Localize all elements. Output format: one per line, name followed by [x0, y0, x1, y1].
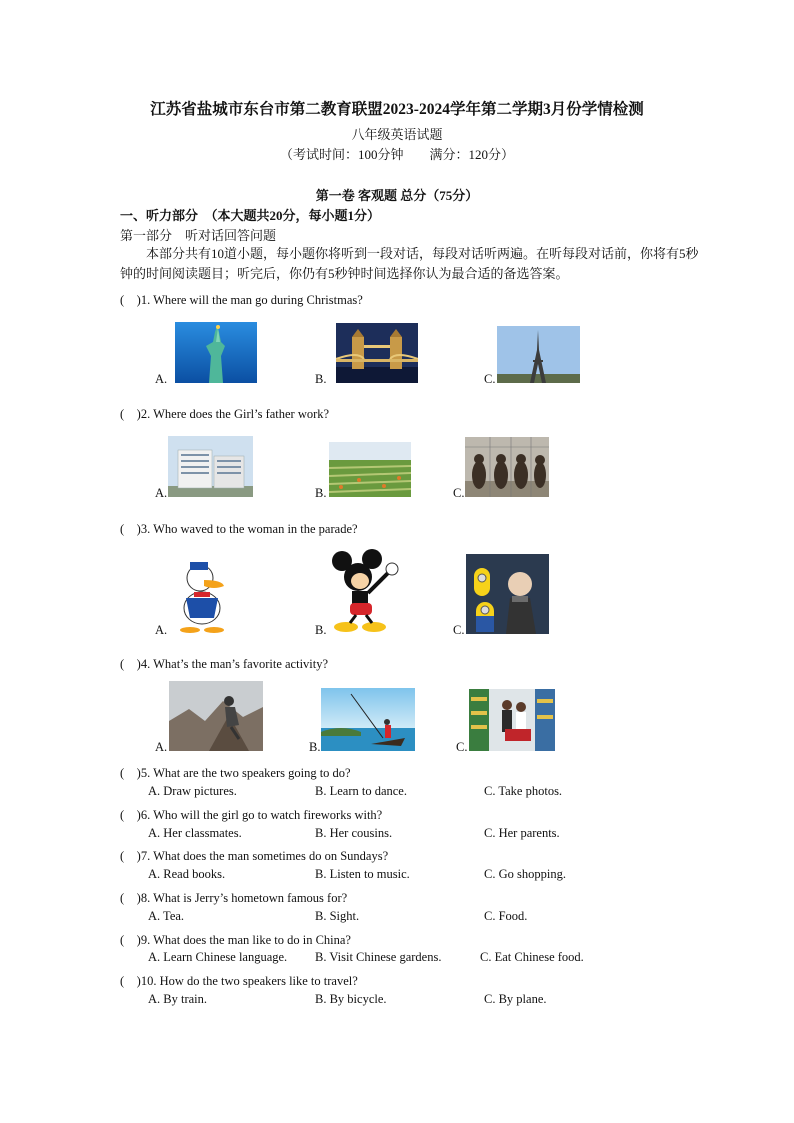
question-text: 8. What is Jerry’s hometown famous for?: [140, 891, 348, 905]
question-text: 9. What does the man like to do in China?: [140, 933, 351, 947]
question-2: [120, 404, 329, 422]
option-b: B. Her cousins.: [315, 826, 393, 840]
tower-bridge-image: [336, 323, 418, 383]
option-label-c: C.: [484, 372, 496, 386]
exam-time-info: （考试时间：100分钟 满分：120分）: [279, 147, 514, 162]
shopping-image: [469, 689, 555, 751]
option-a: A. Learn Chinese language.: [148, 950, 288, 964]
question-text: 6. Who will the girl go to watch fireworks with?: [140, 808, 383, 822]
listening-heading: 一、听力部分 （本大题共20分，每小题1分）: [120, 208, 381, 223]
question-10: [120, 971, 358, 989]
option-a: A. Draw pictures.: [148, 784, 237, 798]
question-1: [120, 290, 363, 308]
exam-title: 江苏省盐城市东台市第二教育联盟2023-2024学年第二学期3月份学情检测: [150, 101, 644, 118]
option-label-b: B.: [315, 623, 327, 637]
question-9: [120, 930, 351, 948]
answer-paren: ( ): [120, 293, 141, 307]
option-a: A. By train.: [148, 992, 208, 1006]
option-a: A. Her classmates.: [148, 826, 242, 840]
question-text: 7. What does the man sometimes do on Sundays?: [140, 849, 389, 863]
option-label-a: A.: [155, 372, 168, 386]
option-label-c: C.: [453, 623, 465, 637]
minions-gru-image: [466, 554, 549, 634]
question-text: 10. How do the two speakers like to travel?: [140, 974, 358, 988]
question-3: [120, 519, 358, 537]
option-b: B. Learn to dance.: [315, 784, 407, 798]
option-a: A. Read books.: [148, 867, 226, 881]
statue-of-liberty-image: [175, 322, 257, 383]
option-label-a: A.: [155, 486, 168, 500]
option-b: B. By bicycle.: [315, 992, 387, 1006]
answer-paren: ( ): [120, 766, 141, 780]
option-label-a: A.: [155, 740, 168, 754]
bears-zoo-image: [465, 437, 549, 497]
answer-paren: ( ): [120, 974, 141, 988]
option-label-b: B.: [309, 740, 321, 754]
question-7: [120, 846, 388, 864]
farm-field-image: [329, 442, 411, 497]
option-b: B. Visit Chinese gardens.: [315, 950, 442, 964]
option-label-b: B.: [315, 372, 327, 386]
mickey-mouse-image: [328, 547, 404, 634]
option-label-b: B.: [315, 486, 327, 500]
question-8: [120, 888, 347, 906]
hospital-building-image: [168, 436, 253, 497]
question-text: 2. Where does the Girl’s father work?: [140, 407, 330, 421]
question-6: [120, 805, 382, 823]
answer-paren: ( ): [120, 657, 141, 671]
fishing-image: [321, 688, 415, 751]
question-5: [120, 763, 351, 781]
option-b: B. Sight.: [315, 909, 360, 923]
option-c: C. Food.: [484, 909, 528, 923]
option-b: B. Listen to music.: [315, 867, 410, 881]
option-c: C. Take photos.: [484, 784, 563, 798]
listening-instructions: 本部分共有10道小题，每小题你将听到一段对话，每段对话听两遍。在听每段对话前，你将有5秒钟的时间阅读题目；听完后，你仍有5秒钟时间选择你认为最合适的备选答案。: [120, 246, 699, 281]
question-text: 1. Where will the man go during Christmas?: [140, 293, 363, 307]
option-label-c: C.: [453, 486, 465, 500]
answer-paren: ( ): [120, 407, 141, 421]
option-label-a: A.: [155, 623, 168, 637]
volume-heading: 第一卷 客观题 总分（75分）: [315, 188, 479, 203]
answer-paren: ( ): [120, 522, 141, 536]
eiffel-tower-image: [497, 326, 580, 383]
answer-paren: ( ): [120, 933, 141, 947]
answer-paren: ( ): [120, 849, 141, 863]
option-c: C. Go shopping.: [484, 867, 566, 881]
question-text: 5. What are the two speakers going to do?: [140, 766, 351, 780]
option-c: C. Eat Chinese food.: [480, 950, 584, 964]
option-a: A. Tea.: [148, 909, 185, 923]
option-c: C. By plane.: [484, 992, 547, 1006]
option-label-c: C.: [456, 740, 468, 754]
listening-subheading: 第一部分 听对话回答问题: [120, 228, 277, 243]
exam-subject: 八年级英语试题: [351, 127, 443, 142]
answer-paren: ( ): [120, 808, 141, 822]
answer-paren: ( ): [120, 891, 141, 905]
question-4: [120, 654, 328, 672]
option-c: C. Her parents.: [484, 826, 560, 840]
donald-duck-image: [168, 552, 242, 634]
question-text: 4. What’s the man’s favorite activity?: [140, 657, 329, 671]
question-text: 3. Who waved to the woman in the parade?: [140, 522, 358, 536]
mountain-climbing-image: [169, 681, 263, 751]
